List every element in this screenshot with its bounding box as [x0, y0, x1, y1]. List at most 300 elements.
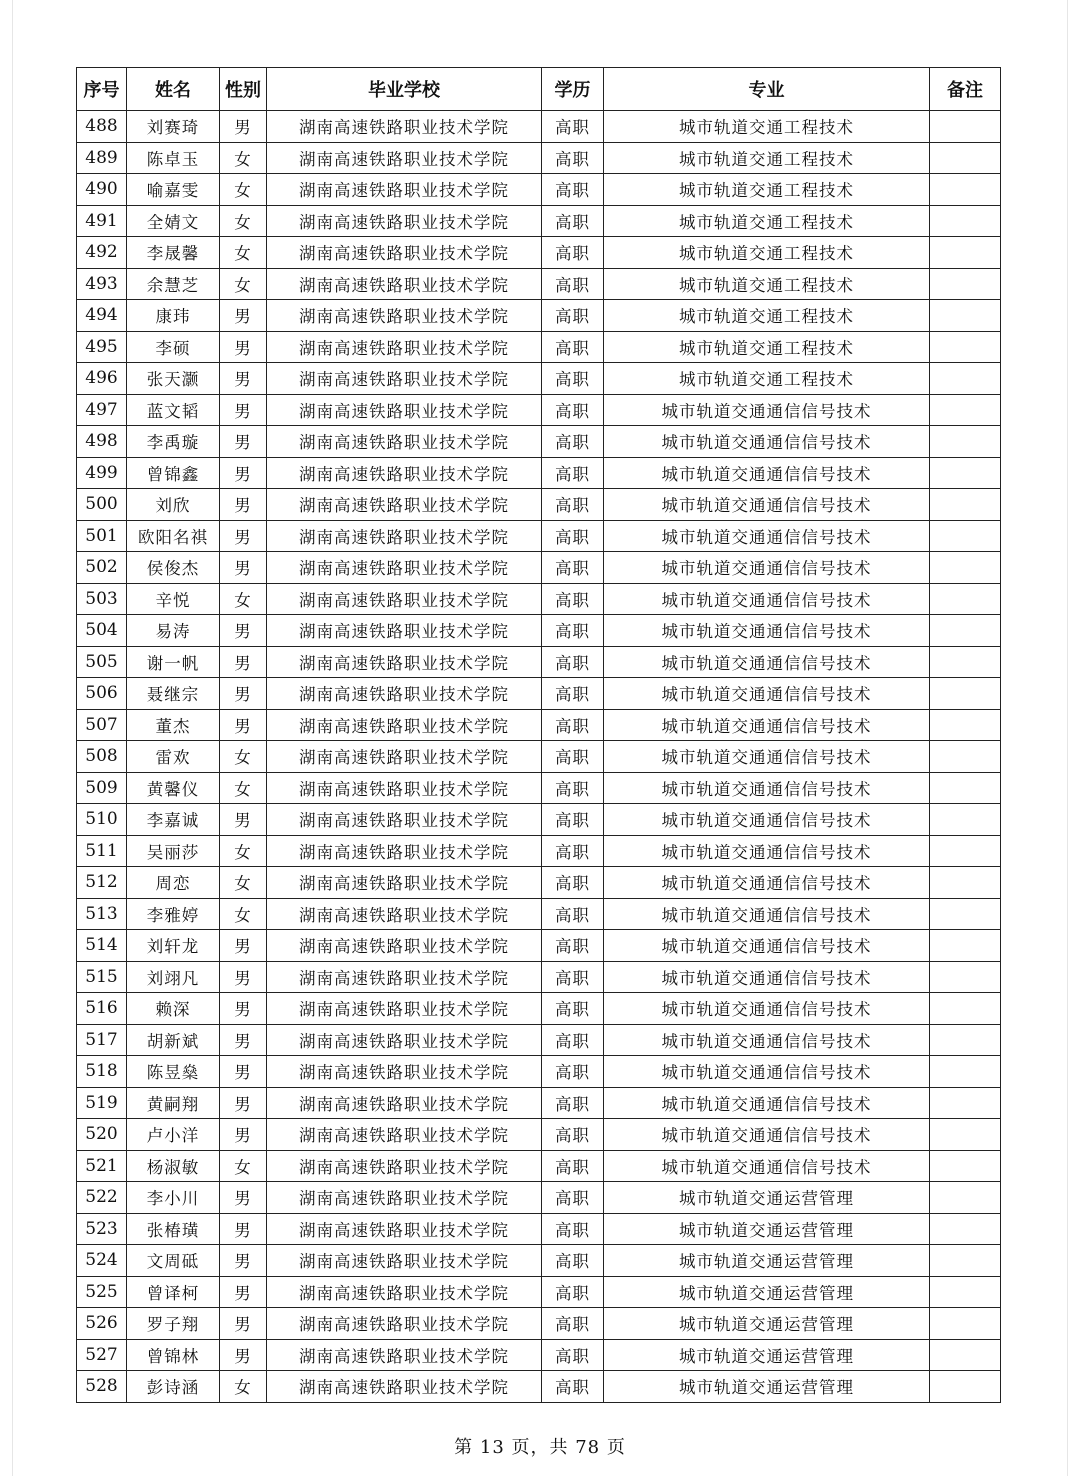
- table-row: [77, 993, 1001, 1025]
- cell-remarks: [930, 804, 1001, 836]
- cell-index: 513: [77, 898, 127, 930]
- cell-major: 城市轨道交通通信信号技术: [604, 552, 930, 584]
- cell-index: 515: [77, 961, 127, 993]
- table-header: [77, 68, 1001, 111]
- cell-name: 刘轩龙: [127, 930, 220, 962]
- cell-major: 城市轨道交通通信信号技术: [604, 835, 930, 867]
- cell-remarks: [930, 300, 1001, 332]
- table-row: [77, 205, 1001, 237]
- cell-major: 城市轨道交通运营管理: [604, 1213, 930, 1245]
- cell-remarks: [930, 1276, 1001, 1308]
- cell-remarks: [930, 1245, 1001, 1277]
- cell-remarks: [930, 1371, 1001, 1403]
- cell-education: 高职: [542, 237, 604, 269]
- table-row: [77, 268, 1001, 300]
- cell-name: 辛悦: [127, 583, 220, 615]
- cell-index: 523: [77, 1213, 127, 1245]
- cell-index: 508: [77, 741, 127, 773]
- cell-index: 491: [77, 205, 127, 237]
- cell-school: 湖南高速铁路职业技术学院: [267, 1276, 542, 1308]
- table-row: [77, 1339, 1001, 1371]
- cell-remarks: [930, 552, 1001, 584]
- cell-remarks: [930, 615, 1001, 647]
- cell-index: 521: [77, 1150, 127, 1182]
- cell-remarks: [930, 426, 1001, 458]
- cell-gender: 女: [220, 867, 267, 899]
- header-row: [77, 68, 1001, 111]
- header-education: 学历: [542, 68, 604, 111]
- cell-remarks: [930, 394, 1001, 426]
- cell-remarks: [930, 646, 1001, 678]
- table-row: [77, 331, 1001, 363]
- cell-index: 504: [77, 615, 127, 647]
- cell-gender: 男: [220, 1276, 267, 1308]
- cell-index: 492: [77, 237, 127, 269]
- cell-name: 喻嘉雯: [127, 174, 220, 206]
- cell-remarks: [930, 268, 1001, 300]
- cell-index: 510: [77, 804, 127, 836]
- cell-name: 董杰: [127, 709, 220, 741]
- cell-major: 城市轨道交通通信信号技术: [604, 489, 930, 521]
- table-row: [77, 1213, 1001, 1245]
- cell-school: 湖南高速铁路职业技术学院: [267, 835, 542, 867]
- cell-education: 高职: [542, 993, 604, 1025]
- cell-major: 城市轨道交通通信信号技术: [604, 1024, 930, 1056]
- cell-major: 城市轨道交通通信信号技术: [604, 520, 930, 552]
- cell-education: 高职: [542, 646, 604, 678]
- cell-school: 湖南高速铁路职业技术学院: [267, 268, 542, 300]
- table-row: [77, 237, 1001, 269]
- cell-education: 高职: [542, 583, 604, 615]
- cell-gender: 男: [220, 457, 267, 489]
- cell-index: 518: [77, 1056, 127, 1088]
- cell-gender: 女: [220, 174, 267, 206]
- cell-school: 湖南高速铁路职业技术学院: [267, 394, 542, 426]
- cell-school: 湖南高速铁路职业技术学院: [267, 331, 542, 363]
- cell-major: 城市轨道交通工程技术: [604, 300, 930, 332]
- cell-gender: 男: [220, 993, 267, 1025]
- cell-remarks: [930, 1056, 1001, 1088]
- cell-name: 张天灏: [127, 363, 220, 395]
- cell-gender: 男: [220, 1182, 267, 1214]
- cell-gender: 男: [220, 961, 267, 993]
- cell-name: 全婧文: [127, 205, 220, 237]
- cell-major: 城市轨道交通工程技术: [604, 331, 930, 363]
- cell-school: 湖南高速铁路职业技术学院: [267, 646, 542, 678]
- cell-index: 499: [77, 457, 127, 489]
- cell-education: 高职: [542, 205, 604, 237]
- cell-school: 湖南高速铁路职业技术学院: [267, 1339, 542, 1371]
- cell-name: 李禹璇: [127, 426, 220, 458]
- cell-name: 欧阳名祺: [127, 520, 220, 552]
- cell-gender: 男: [220, 1213, 267, 1245]
- page-edge-right: [1067, 0, 1068, 1476]
- cell-major: 城市轨道交通通信信号技术: [604, 772, 930, 804]
- cell-school: 湖南高速铁路职业技术学院: [267, 426, 542, 458]
- cell-school: 湖南高速铁路职业技术学院: [267, 583, 542, 615]
- cell-remarks: [930, 1087, 1001, 1119]
- cell-school: 湖南高速铁路职业技术学院: [267, 363, 542, 395]
- cell-gender: 女: [220, 583, 267, 615]
- table-row: [77, 552, 1001, 584]
- header-school: 毕业学校: [267, 68, 542, 111]
- cell-gender: 女: [220, 1371, 267, 1403]
- cell-gender: 女: [220, 205, 267, 237]
- cell-school: 湖南高速铁路职业技术学院: [267, 1371, 542, 1403]
- cell-remarks: [930, 867, 1001, 899]
- cell-name: 余慧芝: [127, 268, 220, 300]
- cell-gender: 男: [220, 552, 267, 584]
- table-row: [77, 174, 1001, 206]
- cell-index: 503: [77, 583, 127, 615]
- cell-remarks: [930, 930, 1001, 962]
- cell-name: 谢一帆: [127, 646, 220, 678]
- cell-name: 胡新斌: [127, 1024, 220, 1056]
- cell-education: 高职: [542, 489, 604, 521]
- cell-gender: 男: [220, 709, 267, 741]
- cell-major: 城市轨道交通通信信号技术: [604, 1119, 930, 1151]
- table-row: [77, 772, 1001, 804]
- table-row: [77, 835, 1001, 867]
- cell-index: 527: [77, 1339, 127, 1371]
- cell-index: 490: [77, 174, 127, 206]
- cell-name: 易涛: [127, 615, 220, 647]
- cell-index: 500: [77, 489, 127, 521]
- cell-education: 高职: [542, 394, 604, 426]
- table-row: [77, 583, 1001, 615]
- cell-remarks: [930, 111, 1001, 143]
- cell-major: 城市轨道交通通信信号技术: [604, 930, 930, 962]
- cell-gender: 男: [220, 331, 267, 363]
- cell-remarks: [930, 772, 1001, 804]
- cell-major: 城市轨道交通通信信号技术: [604, 394, 930, 426]
- cell-name: 李雅婷: [127, 898, 220, 930]
- cell-index: 497: [77, 394, 127, 426]
- cell-name: 周恋: [127, 867, 220, 899]
- table-row: [77, 898, 1001, 930]
- table-row: [77, 961, 1001, 993]
- cell-major: 城市轨道交通通信信号技术: [604, 993, 930, 1025]
- cell-name: 陈卓玉: [127, 142, 220, 174]
- cell-index: 507: [77, 709, 127, 741]
- cell-education: 高职: [542, 111, 604, 143]
- cell-gender: 男: [220, 489, 267, 521]
- cell-remarks: [930, 741, 1001, 773]
- cell-remarks: [930, 363, 1001, 395]
- header-major: 专业: [604, 68, 930, 111]
- cell-index: 501: [77, 520, 127, 552]
- cell-school: 湖南高速铁路职业技术学院: [267, 1119, 542, 1151]
- cell-index: 514: [77, 930, 127, 962]
- cell-gender: 男: [220, 930, 267, 962]
- cell-school: 湖南高速铁路职业技术学院: [267, 205, 542, 237]
- cell-remarks: [930, 457, 1001, 489]
- header-index: 序号: [77, 68, 127, 111]
- cell-name: 陈昱燊: [127, 1056, 220, 1088]
- cell-name: 曾锦鑫: [127, 457, 220, 489]
- table-row: [77, 1308, 1001, 1340]
- header-gender: 性别: [220, 68, 267, 111]
- cell-index: 502: [77, 552, 127, 584]
- table-row: [77, 363, 1001, 395]
- table-row: [77, 615, 1001, 647]
- cell-school: 湖南高速铁路职业技术学院: [267, 741, 542, 773]
- cell-major: 城市轨道交通通信信号技术: [604, 898, 930, 930]
- cell-name: 李晟馨: [127, 237, 220, 269]
- cell-school: 湖南高速铁路职业技术学院: [267, 1150, 542, 1182]
- table-row: [77, 394, 1001, 426]
- cell-index: 505: [77, 646, 127, 678]
- table-row: [77, 1056, 1001, 1088]
- cell-major: 城市轨道交通工程技术: [604, 363, 930, 395]
- header-name: 姓名: [127, 68, 220, 111]
- cell-school: 湖南高速铁路职业技术学院: [267, 300, 542, 332]
- cell-index: 488: [77, 111, 127, 143]
- cell-remarks: [930, 1119, 1001, 1151]
- table-row: [77, 300, 1001, 332]
- cell-education: 高职: [542, 142, 604, 174]
- cell-remarks: [930, 898, 1001, 930]
- cell-major: 城市轨道交通通信信号技术: [604, 457, 930, 489]
- page-edge-left: [12, 0, 13, 1476]
- cell-gender: 男: [220, 1087, 267, 1119]
- cell-school: 湖南高速铁路职业技术学院: [267, 867, 542, 899]
- cell-education: 高职: [542, 898, 604, 930]
- cell-major: 城市轨道交通工程技术: [604, 111, 930, 143]
- table-row: [77, 741, 1001, 773]
- cell-school: 湖南高速铁路职业技术学院: [267, 1213, 542, 1245]
- cell-major: 城市轨道交通通信信号技术: [604, 709, 930, 741]
- cell-remarks: [930, 1308, 1001, 1340]
- cell-school: 湖南高速铁路职业技术学院: [267, 142, 542, 174]
- cell-major: 城市轨道交通工程技术: [604, 205, 930, 237]
- cell-index: 524: [77, 1245, 127, 1277]
- cell-name: 聂继宗: [127, 678, 220, 710]
- cell-index: 498: [77, 426, 127, 458]
- cell-name: 康玮: [127, 300, 220, 332]
- cell-gender: 男: [220, 1024, 267, 1056]
- cell-name: 李嘉诚: [127, 804, 220, 836]
- cell-education: 高职: [542, 457, 604, 489]
- cell-index: 526: [77, 1308, 127, 1340]
- cell-name: 黄嗣翔: [127, 1087, 220, 1119]
- cell-gender: 男: [220, 394, 267, 426]
- cell-education: 高职: [542, 331, 604, 363]
- table-row: [77, 111, 1001, 143]
- cell-gender: 女: [220, 898, 267, 930]
- cell-remarks: [930, 1182, 1001, 1214]
- cell-gender: 男: [220, 1119, 267, 1151]
- cell-remarks: [930, 1213, 1001, 1245]
- cell-name: 文周砥: [127, 1245, 220, 1277]
- cell-education: 高职: [542, 930, 604, 962]
- cell-school: 湖南高速铁路职业技术学院: [267, 1056, 542, 1088]
- table-row: [77, 1276, 1001, 1308]
- cell-remarks: [930, 331, 1001, 363]
- cell-school: 湖南高速铁路职业技术学院: [267, 111, 542, 143]
- cell-school: 湖南高速铁路职业技术学院: [267, 489, 542, 521]
- cell-gender: 女: [220, 741, 267, 773]
- table-row: [77, 646, 1001, 678]
- cell-name: 吴丽莎: [127, 835, 220, 867]
- cell-education: 高职: [542, 174, 604, 206]
- cell-school: 湖南高速铁路职业技术学院: [267, 1308, 542, 1340]
- cell-school: 湖南高速铁路职业技术学院: [267, 552, 542, 584]
- cell-education: 高职: [542, 1339, 604, 1371]
- cell-index: 519: [77, 1087, 127, 1119]
- cell-education: 高职: [542, 867, 604, 899]
- cell-gender: 男: [220, 111, 267, 143]
- cell-remarks: [930, 237, 1001, 269]
- cell-remarks: [930, 489, 1001, 521]
- cell-education: 高职: [542, 741, 604, 773]
- cell-education: 高职: [542, 1213, 604, 1245]
- cell-major: 城市轨道交通运营管理: [604, 1182, 930, 1214]
- cell-gender: 男: [220, 1245, 267, 1277]
- cell-school: 湖南高速铁路职业技术学院: [267, 930, 542, 962]
- cell-school: 湖南高速铁路职业技术学院: [267, 237, 542, 269]
- cell-school: 湖南高速铁路职业技术学院: [267, 1024, 542, 1056]
- cell-education: 高职: [542, 1182, 604, 1214]
- cell-education: 高职: [542, 772, 604, 804]
- cell-major: 城市轨道交通通信信号技术: [604, 1087, 930, 1119]
- cell-education: 高职: [542, 426, 604, 458]
- cell-major: 城市轨道交通运营管理: [604, 1245, 930, 1277]
- cell-name: 李小川: [127, 1182, 220, 1214]
- cell-major: 城市轨道交通通信信号技术: [604, 1150, 930, 1182]
- cell-index: 522: [77, 1182, 127, 1214]
- cell-index: 495: [77, 331, 127, 363]
- cell-gender: 女: [220, 1150, 267, 1182]
- cell-major: 城市轨道交通工程技术: [604, 268, 930, 300]
- cell-remarks: [930, 142, 1001, 174]
- cell-major: 城市轨道交通运营管理: [604, 1308, 930, 1340]
- table-row: [77, 1119, 1001, 1151]
- cell-gender: 男: [220, 646, 267, 678]
- cell-school: 湖南高速铁路职业技术学院: [267, 457, 542, 489]
- cell-remarks: [930, 520, 1001, 552]
- cell-major: 城市轨道交通通信信号技术: [604, 867, 930, 899]
- cell-remarks: [930, 678, 1001, 710]
- page-number: 第 13 页，共 78 页: [454, 1437, 626, 1458]
- cell-school: 湖南高速铁路职业技术学院: [267, 961, 542, 993]
- cell-school: 湖南高速铁路职业技术学院: [267, 174, 542, 206]
- cell-school: 湖南高速铁路职业技术学院: [267, 898, 542, 930]
- cell-major: 城市轨道交通运营管理: [604, 1339, 930, 1371]
- cell-major: 城市轨道交通通信信号技术: [604, 646, 930, 678]
- header-remarks: 备注: [930, 68, 1001, 111]
- cell-school: 湖南高速铁路职业技术学院: [267, 1087, 542, 1119]
- cell-education: 高职: [542, 300, 604, 332]
- roster-table: [76, 67, 1001, 1403]
- cell-name: 曾锦林: [127, 1339, 220, 1371]
- cell-name: 刘欣: [127, 489, 220, 521]
- table-row: [77, 1024, 1001, 1056]
- cell-name: 卢小洋: [127, 1119, 220, 1151]
- cell-major: 城市轨道交通运营管理: [604, 1276, 930, 1308]
- cell-school: 湖南高速铁路职业技术学院: [267, 1182, 542, 1214]
- cell-education: 高职: [542, 835, 604, 867]
- cell-name: 曾译柯: [127, 1276, 220, 1308]
- cell-school: 湖南高速铁路职业技术学院: [267, 804, 542, 836]
- cell-school: 湖南高速铁路职业技术学院: [267, 772, 542, 804]
- cell-name: 蓝文韬: [127, 394, 220, 426]
- cell-name: 杨淑敏: [127, 1150, 220, 1182]
- cell-index: 494: [77, 300, 127, 332]
- cell-gender: 女: [220, 268, 267, 300]
- table-row: [77, 1245, 1001, 1277]
- cell-name: 侯俊杰: [127, 552, 220, 584]
- cell-education: 高职: [542, 520, 604, 552]
- cell-school: 湖南高速铁路职业技术学院: [267, 615, 542, 647]
- cell-remarks: [930, 993, 1001, 1025]
- cell-remarks: [930, 835, 1001, 867]
- cell-name: 张椿璜: [127, 1213, 220, 1245]
- cell-gender: 男: [220, 520, 267, 552]
- cell-index: 525: [77, 1276, 127, 1308]
- cell-remarks: [930, 583, 1001, 615]
- cell-index: 489: [77, 142, 127, 174]
- cell-education: 高职: [542, 1308, 604, 1340]
- cell-education: 高职: [542, 552, 604, 584]
- cell-name: 李硕: [127, 331, 220, 363]
- cell-gender: 男: [220, 1339, 267, 1371]
- table-row: [77, 867, 1001, 899]
- cell-major: 城市轨道交通工程技术: [604, 237, 930, 269]
- cell-education: 高职: [542, 1056, 604, 1088]
- cell-gender: 男: [220, 804, 267, 836]
- cell-education: 高职: [542, 1119, 604, 1151]
- cell-major: 城市轨道交通通信信号技术: [604, 426, 930, 458]
- cell-index: 512: [77, 867, 127, 899]
- table-row: [77, 520, 1001, 552]
- cell-major: 城市轨道交通工程技术: [604, 174, 930, 206]
- cell-remarks: [930, 709, 1001, 741]
- cell-gender: 男: [220, 1308, 267, 1340]
- cell-major: 城市轨道交通工程技术: [604, 142, 930, 174]
- cell-name: 赖深: [127, 993, 220, 1025]
- cell-education: 高职: [542, 1245, 604, 1277]
- cell-education: 高职: [542, 678, 604, 710]
- table-row: [77, 457, 1001, 489]
- cell-gender: 女: [220, 237, 267, 269]
- cell-major: 城市轨道交通通信信号技术: [604, 961, 930, 993]
- cell-education: 高职: [542, 1024, 604, 1056]
- cell-name: 雷欢: [127, 741, 220, 773]
- cell-index: 517: [77, 1024, 127, 1056]
- cell-school: 湖南高速铁路职业技术学院: [267, 709, 542, 741]
- table-row: [77, 804, 1001, 836]
- cell-remarks: [930, 174, 1001, 206]
- cell-name: 刘翊凡: [127, 961, 220, 993]
- cell-name: 彭诗涵: [127, 1371, 220, 1403]
- cell-gender: 男: [220, 363, 267, 395]
- cell-major: 城市轨道交通通信信号技术: [604, 678, 930, 710]
- table-row: [77, 142, 1001, 174]
- table-row: [77, 678, 1001, 710]
- table-row: [77, 489, 1001, 521]
- cell-major: 城市轨道交通通信信号技术: [604, 804, 930, 836]
- cell-index: 511: [77, 835, 127, 867]
- table-row: [77, 1371, 1001, 1403]
- cell-index: 509: [77, 772, 127, 804]
- table-row: [77, 426, 1001, 458]
- cell-index: 528: [77, 1371, 127, 1403]
- cell-gender: 男: [220, 615, 267, 647]
- cell-education: 高职: [542, 804, 604, 836]
- cell-school: 湖南高速铁路职业技术学院: [267, 678, 542, 710]
- cell-index: 516: [77, 993, 127, 1025]
